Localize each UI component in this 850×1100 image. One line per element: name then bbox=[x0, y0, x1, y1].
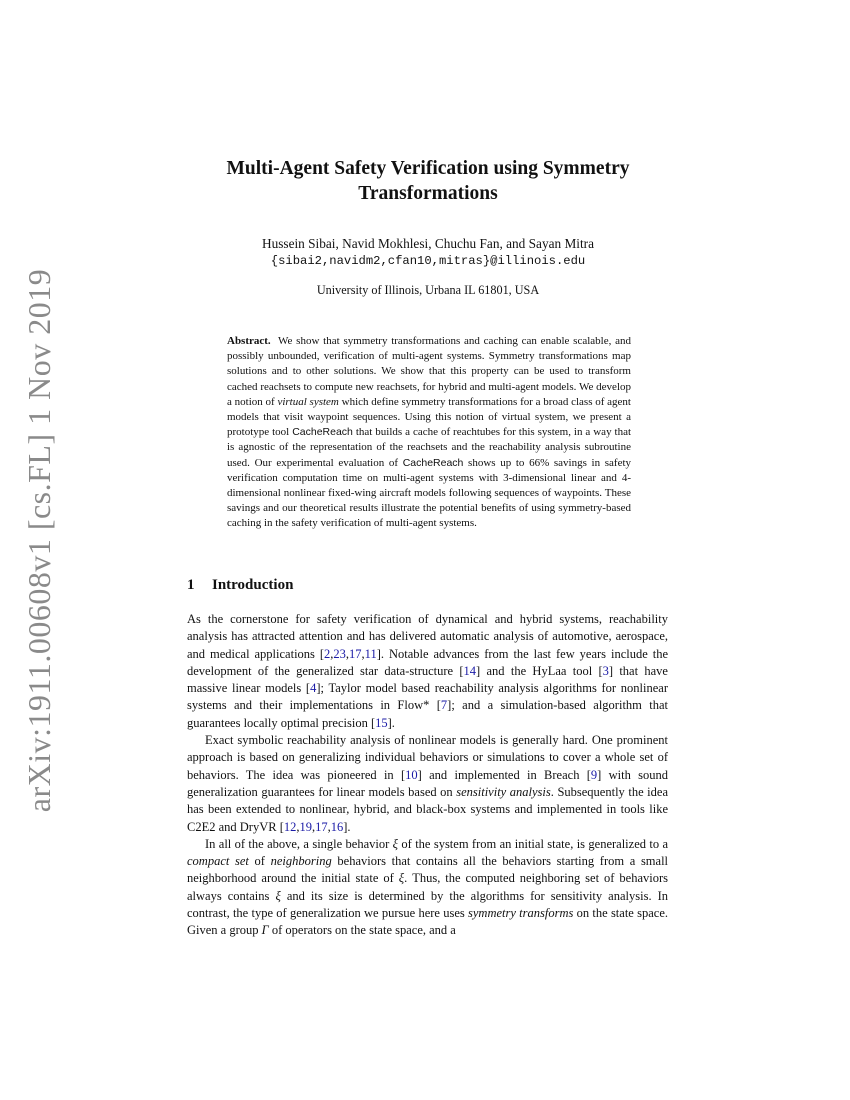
author-list: Hussein Sibai, Navid Mokhlesi, Chuchu Fan, and Sayan Mitra bbox=[261, 236, 595, 251]
citation-link[interactable]: 10 bbox=[405, 767, 418, 782]
citation-link[interactable]: 9 bbox=[590, 767, 598, 782]
text-run: Exact symbolic reachability analysis of nonlinear models is generally hard. One prominent approach is based on generalizing individual behaviors or simulations to cover a whole set of behaviors. The idea was pioneered in [ bbox=[187, 733, 668, 782]
paper-title: Multi-Agent Safety Verification using Symmetry Transformations bbox=[226, 158, 630, 204]
emphasis: symmetry transforms bbox=[468, 906, 574, 921]
math-gamma: Γ bbox=[261, 923, 269, 938]
text-run: . Thus, the computed neighboring set of behaviors always contains bbox=[187, 871, 668, 903]
abstract-text-2: which define symmetry transformations for a broad class of agent models that visit waypoint sequences. Using this notion of virtual system, we present a prototype tool bbox=[227, 395, 631, 439]
text-run: of bbox=[254, 854, 265, 869]
arxiv-side-stamp bbox=[12, 268, 68, 812]
citation-link[interactable]: 2 bbox=[324, 646, 331, 661]
text-run: . Subsequently the idea has been extended to nonlinear, hybrid, and black-box systems and implemented in tools like C2E2 and DryVR [ bbox=[187, 784, 669, 834]
section-title: Introduction bbox=[212, 577, 294, 593]
text-run: of operators on the state space, and a bbox=[271, 923, 456, 938]
math-xi: ξ bbox=[398, 871, 405, 886]
text-run: ]. Notable advances from the last few years include the development of the generalized star data-structure [ bbox=[187, 646, 668, 678]
emphasis: sensitivity analysis bbox=[456, 784, 551, 799]
abstract-virtual-system: virtual system bbox=[277, 395, 339, 408]
citation-link[interactable]: 16 bbox=[330, 819, 344, 834]
citation-link[interactable]: 7 bbox=[440, 698, 448, 713]
affiliation: University of Illinois, Urbana IL 61801, USA bbox=[316, 283, 540, 297]
citation-link[interactable]: 12 bbox=[283, 819, 297, 834]
intro-paragraph-3 bbox=[187, 836, 668, 940]
citation-link[interactable]: 17 bbox=[349, 646, 362, 661]
text-run: ] and implemented in Breach [ bbox=[417, 767, 591, 782]
citation-link[interactable]: 4 bbox=[310, 681, 317, 696]
section-number: 1 bbox=[187, 577, 195, 593]
text-run: As the cornerstone for safety verification of dynamical and hybrid systems, reachability analysis has attracted attention and has delivered automatic analysis of automotive, aerospace, and medical applications [ bbox=[187, 612, 668, 661]
text-run: ] and the HyLaa tool [ bbox=[476, 663, 603, 678]
text-run: ]. bbox=[387, 715, 395, 730]
citation-link[interactable]: 23 bbox=[333, 646, 346, 661]
emphasis: neighboring bbox=[270, 854, 332, 869]
abstract-tool-name: CacheReach bbox=[292, 426, 353, 439]
text-run: and its size is determined by the algorithms for sensitivity analysis. In contrast, the type of generalization we pursue here uses bbox=[187, 888, 669, 921]
citation-link[interactable]: 15 bbox=[375, 715, 388, 730]
text-run: In all of the above, a single behavior bbox=[205, 836, 390, 851]
text-run: on the state space. Given a group bbox=[187, 906, 668, 938]
emphasis: compact set bbox=[187, 854, 249, 869]
intro-paragraph-1: As the cornerstone for safety verification of dynamical and hybrid systems, reachability analysis has attracted attention and has delivered automatic analysis of automotive, aerospace, and medical applications [2,23,17,11]. Notable advances from the last few years include the development of the generalized star data-structure [14] and the HyLaa tool [3] that have massive linear models [4]; Taylor model based reachability analysis algorithms for nonlinear systems and their implementations in Flow* [7]; and a simulation-based algorithm that guarantees locally optimal precision [15]. bbox=[187, 612, 668, 730]
citation-link[interactable]: 3 bbox=[602, 663, 609, 678]
text-run: behaviors that contains all the behaviors starting from a small neighborhood around the initial state of bbox=[187, 854, 669, 886]
intro-body bbox=[187, 611, 668, 940]
abstract-text-3: that builds a cache of reachtubes for this system, in a way that is agnostic of the representation of the reachsets and the reachability analysis subroutine used. Our experimental evaluation of bbox=[227, 426, 632, 469]
citation-link[interactable]: 11 bbox=[364, 646, 377, 661]
abstract-tool-name-2: CacheReach bbox=[402, 456, 464, 469]
section-heading bbox=[187, 576, 667, 594]
author-emails: {sibai2,navidm2,cfan10,mitras}@illinois.edu bbox=[270, 254, 586, 268]
math-xi: ξ bbox=[275, 888, 281, 903]
abstract bbox=[227, 334, 631, 532]
citation-link[interactable]: 14 bbox=[463, 663, 477, 678]
abstract-text-1: We show that symmetry transformations and caching can enable scalable, and possibly unbounded, verification of multi-agent systems. Symmetry transformations map solutions and to other solutions. We show that this property can be used to transform cached reachsets to compute new reachsets, for hybrid and multi-agent models. We develop a notion of bbox=[227, 335, 631, 408]
math-xi: ξ bbox=[392, 836, 399, 851]
intro-paragraph-2: Exact symbolic reachability analysis of nonlinear models is generally hard. One prominent approach is based on generalizing individual behaviors or simulations to cover a whole set of behaviors. The idea was pioneered in [10] and implemented in Breach [9] with sound generalization guarantees for linear models based on sensitivity analysis. Subsequently the idea has been extended to nonlinear, hybrid, and black-box systems and implemented in tools like C2E2 and DryVR [12,19,17,16]. bbox=[187, 733, 669, 834]
text-run: of the system from an initial state, is generalized to a bbox=[401, 836, 669, 851]
text-run: ]; Taylor model based reachability analysis algorithms for nonlinear systems and their implementations in Flow* [ bbox=[187, 681, 668, 713]
arxiv-identifier: arXiv:1911.00608v1 [cs.FL] 1 Nov 2019 bbox=[21, 268, 58, 812]
citation-link[interactable]: 19 bbox=[299, 819, 312, 834]
abstract-label: Abstract. bbox=[227, 335, 271, 347]
text-run: ]. bbox=[343, 819, 351, 834]
citation-link[interactable]: 17 bbox=[315, 819, 328, 834]
text-run: ] that have massive linear models [ bbox=[187, 663, 668, 696]
text-run: ]; and a simulation-based algorithm that guarantees locally optimal precision [ bbox=[187, 698, 668, 730]
abstract-text-4: shows up to 66% savings in safety verification computation time on multi-agent systems with 3-dimensional linear and 4-dimensional nonlinear fixed-wing aircraft models following sequences of waypoints. These savings and our theoretical results illustrate the potential benefits of using symmetry-based caching in the safety verification of multi-agent systems. bbox=[227, 456, 632, 530]
text-run: ] with sound generalization guarantees for linear models based on bbox=[187, 767, 669, 799]
